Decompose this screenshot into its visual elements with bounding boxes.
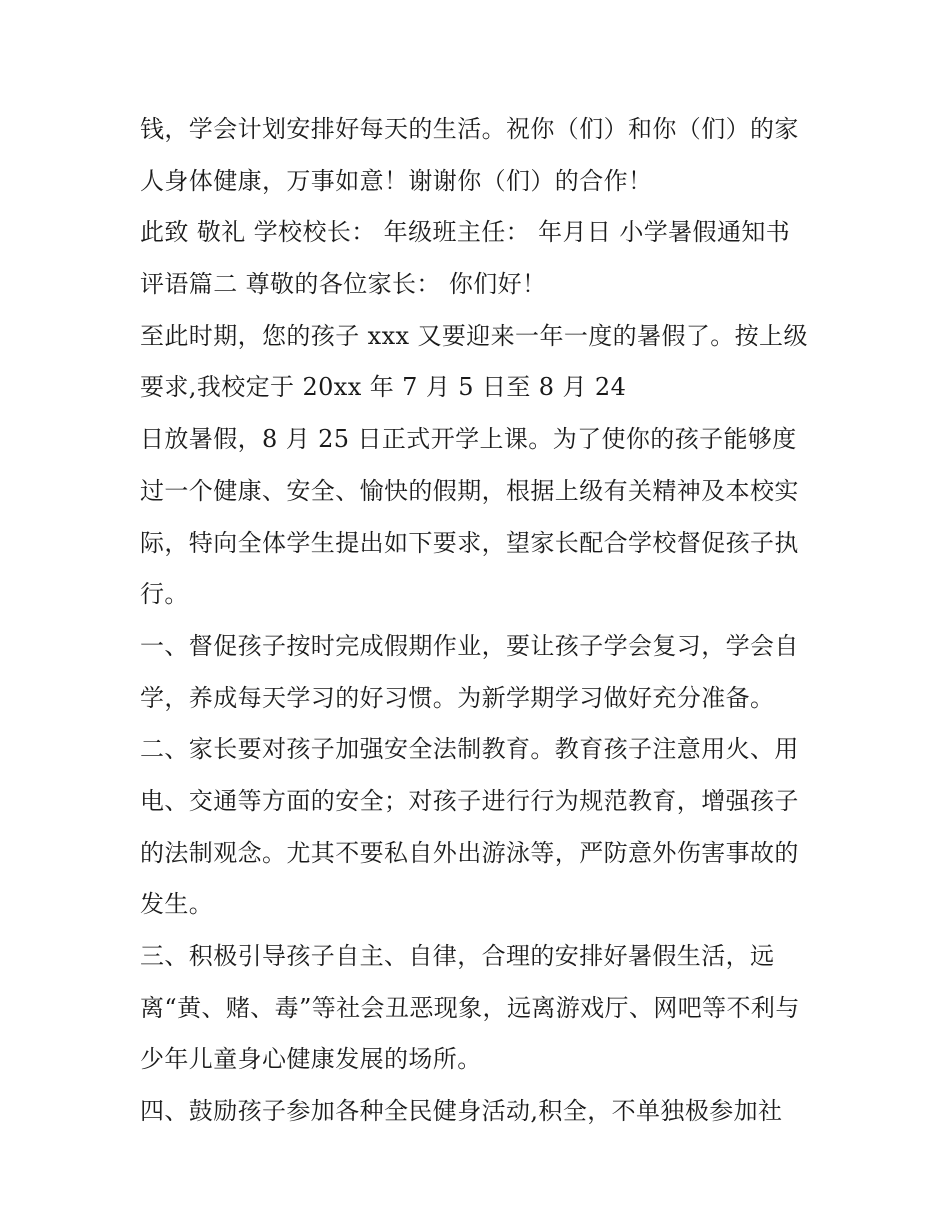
text-line: 评语篇二 尊敬的各位家长： 你们好！ bbox=[140, 270, 547, 299]
text-line: 要求,我校定于 20xx 年 7 月 5 日至 8 月 24 bbox=[140, 373, 627, 402]
text-line: 此致 敬礼 学校校长： 年级班主任： 年月日 小学暑假通知书 bbox=[140, 218, 791, 247]
text-line: 过一个健康、安全、愉快的假期，根据上级有关精神及本校实 bbox=[140, 476, 799, 505]
text-line: 钱，学会计划安排好每天的生活。祝你（们）和你（们）的家 bbox=[140, 115, 799, 143]
text-line: 际，特向全体学生提出如下要求，望家长配合学校督促孩子执 bbox=[140, 528, 799, 557]
text-line: 日放暑假，8 月 25 日正式开学上课。为了使你的孩子能够度 bbox=[140, 425, 797, 454]
text-line: 一、督促孩子按时完成假期作业，要让孩子学会复习，学会自 bbox=[140, 631, 799, 660]
text-line: 人身体健康，万事如意！谢谢你（们）的合作！ bbox=[140, 166, 653, 195]
document-body bbox=[140, 104, 830, 1138]
text-line: 三、积极引导孩子自主、自律，合理的安排好暑假生活，远 bbox=[140, 942, 775, 970]
text-line: 四、鼓励孩子参加各种全民健身活动,积全，不单独极参加社 bbox=[140, 1097, 783, 1126]
text-line: 发生。 bbox=[140, 890, 214, 919]
text-line: 电、交通等方面的安全；对孩子进行行为规范教育，增强孩子 bbox=[140, 786, 799, 815]
text-line: 的法制观念。尤其不要私自外出游泳等，严防意外伤害事故的 bbox=[140, 838, 799, 867]
text-line: 少年儿童身心健康发展的场所。 bbox=[140, 1045, 482, 1074]
text-line: 离“黄、赌、毒”等社会丑恶现象，远离游戏厅、网吧等不利与 bbox=[140, 993, 800, 1022]
text-line: 行。 bbox=[140, 580, 189, 609]
text-line: 二、家长要对孩子加强安全法制教育。教育孩子注意用火、用 bbox=[140, 735, 799, 764]
text-line: 至此时期，您的孩子 xxx 又要迎来一年一度的暑假了。按上级 bbox=[140, 321, 808, 350]
text-line: 学，养成每天学习的好习惯。为新学期学习做好充分准备。 bbox=[140, 683, 775, 712]
